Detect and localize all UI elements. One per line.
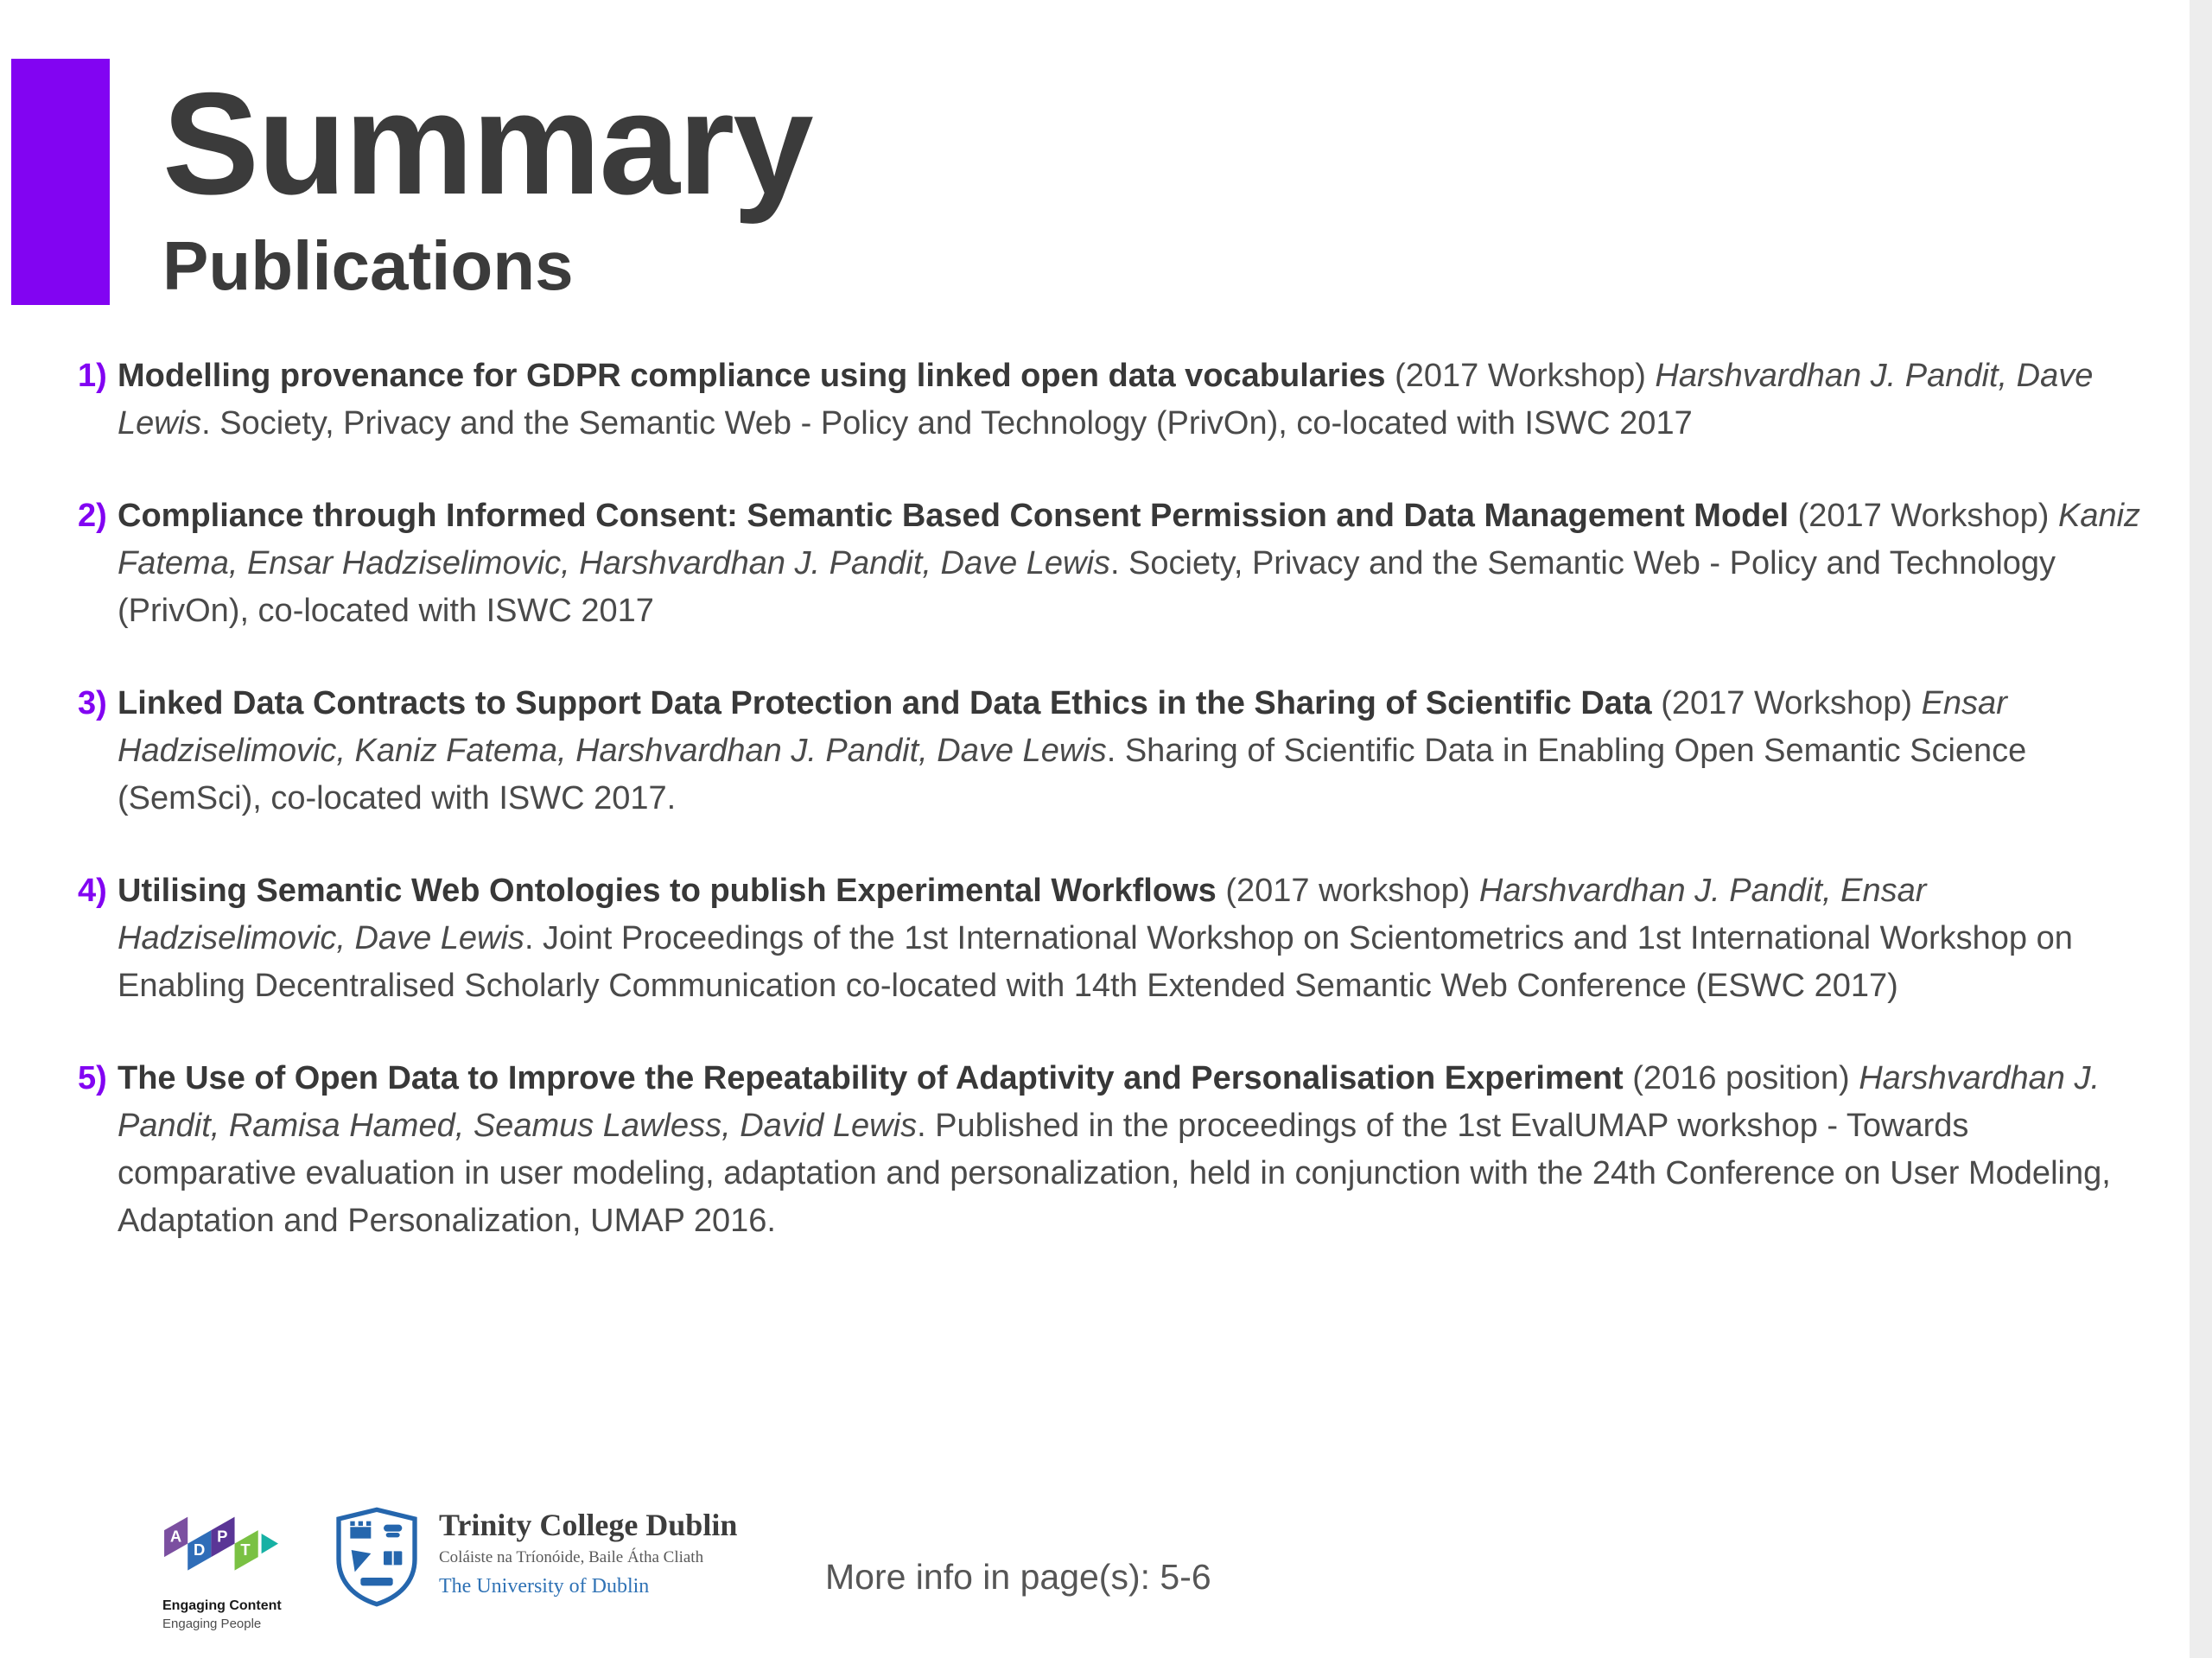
publication-title: Linked Data Contracts to Support Data Protection and Data Ethics in the Sharing of Scientific Data	[118, 685, 1652, 721]
page-subtitle: Publications	[162, 227, 574, 305]
publication-text	[118, 492, 2150, 635]
adapt-letter-p: P	[217, 1527, 228, 1546]
publication-meta: (2017 Workshop)	[1385, 358, 1656, 394]
publication-venue: . Published in the proceedings of the 1st EvalUMAP workshop - Towards comparative evaluation in user modeling, adaptation and personalization, held in conjunction with the 24th Conference on User Modeling, Adaptation and Personalization, UMAP 2016.	[118, 1108, 2111, 1239]
adapt-letter-t: T	[240, 1540, 251, 1560]
adapt-taglines	[162, 1597, 314, 1633]
publication-meta: (2017 Workshop)	[1789, 498, 2058, 534]
publication-venue: . Society, Privacy and the Semantic Web - Policy and Technology (PrivOn), co-located with ISWC 2017	[201, 405, 1693, 441]
publication-authors: Harshvardhan J. Pandit, Dave Lewis	[118, 358, 2094, 441]
page-title: Summary	[162, 62, 812, 225]
publication-authors: Harshvardhan J. Pandit, Ensar Hadziselimovic, Dave Lewis	[118, 873, 1927, 956]
publication-venue: . Sharing of Scientific Data in Enabling Open Semantic Science (SemSci), co-located with ISWC 2017.	[118, 733, 2027, 816]
publication-number: 4)	[78, 873, 107, 909]
trinity-university: The University of Dublin	[439, 1574, 650, 1598]
publication-meta: (2016 position)	[1623, 1060, 1859, 1096]
publication-item	[78, 1055, 2150, 1245]
publication-authors: Ensar Hadziselimovic, Kaniz Fatema, Harshvardhan J. Pandit, Dave Lewis	[118, 685, 2007, 769]
publication-text	[118, 1055, 2150, 1245]
publications-list	[78, 353, 2150, 1290]
publication-text	[118, 680, 2150, 823]
trinity-text-block	[439, 1509, 737, 1598]
accent-bar	[11, 59, 110, 305]
publication-item	[78, 492, 2150, 635]
adapt-logo	[162, 1505, 314, 1633]
more-info-text: More info in page(s): 5-6	[825, 1557, 1211, 1597]
trinity-irish-name: Coláiste na Tríonóide, Baile Átha Cliath	[439, 1547, 704, 1566]
publication-text	[118, 353, 2150, 448]
publication-authors: Kaniz Fatema, Ensar Hadziselimovic, Harshvardhan J. Pandit, Dave Lewis	[118, 498, 2141, 581]
publication-title: Modelling provenance for GDPR compliance using linked open data vocabularies	[118, 358, 1386, 394]
adapt-letter-a: A	[169, 1527, 182, 1546]
publication-item	[78, 353, 2150, 448]
adapt-tagline-people: Engaging People	[162, 1617, 262, 1631]
slide-header	[162, 62, 812, 305]
publication-title: Compliance through Informed Consent: Semantic Based Consent Permission and Data Management Model	[118, 498, 1789, 534]
publication-title: The Use of Open Data to Improve the Repeatability of Adaptivity and Personalisation Experiment	[118, 1060, 1624, 1096]
slide-footer	[0, 1502, 2212, 1640]
adapt-tagline-content: Engaging Content	[162, 1598, 282, 1613]
publication-number: 2)	[78, 498, 107, 534]
adapt-letter-d: D	[194, 1540, 206, 1560]
publication-item	[78, 680, 2150, 823]
publication-venue: . Society, Privacy and the Semantic Web - Policy and Technology (PrivOn), co-located with ISWC 2017	[118, 545, 2056, 629]
publication-number: 1)	[78, 358, 107, 394]
slide-edge	[2190, 0, 2212, 1658]
publication-number: 5)	[78, 1060, 107, 1096]
publication-number: 3)	[78, 685, 107, 721]
publication-item	[78, 867, 2150, 1010]
publication-title: Utilising Semantic Web Ontologies to publish Experimental Workflows	[118, 873, 1217, 909]
publication-text	[118, 867, 2150, 1010]
adapt-logo-icon	[162, 1505, 309, 1589]
publication-authors: Harshvardhan J. Pandit, Ramisa Hamed, Seamus Lawless, David Lewis	[118, 1060, 2101, 1144]
trinity-name: Trinity College Dublin	[439, 1508, 738, 1542]
publication-meta: (2017 workshop)	[1216, 873, 1479, 909]
trinity-crest-icon	[335, 1505, 418, 1609]
publication-meta: (2017 Workshop)	[1651, 685, 1922, 721]
publication-venue: . Joint Proceedings of the 1st International Workshop on Scientometrics and 1st International Workshop on Enabling Decentralised Scholarly Communication co-located with 14th Extended Semantic Web Conference (ESWC 2017)	[118, 920, 2073, 1004]
